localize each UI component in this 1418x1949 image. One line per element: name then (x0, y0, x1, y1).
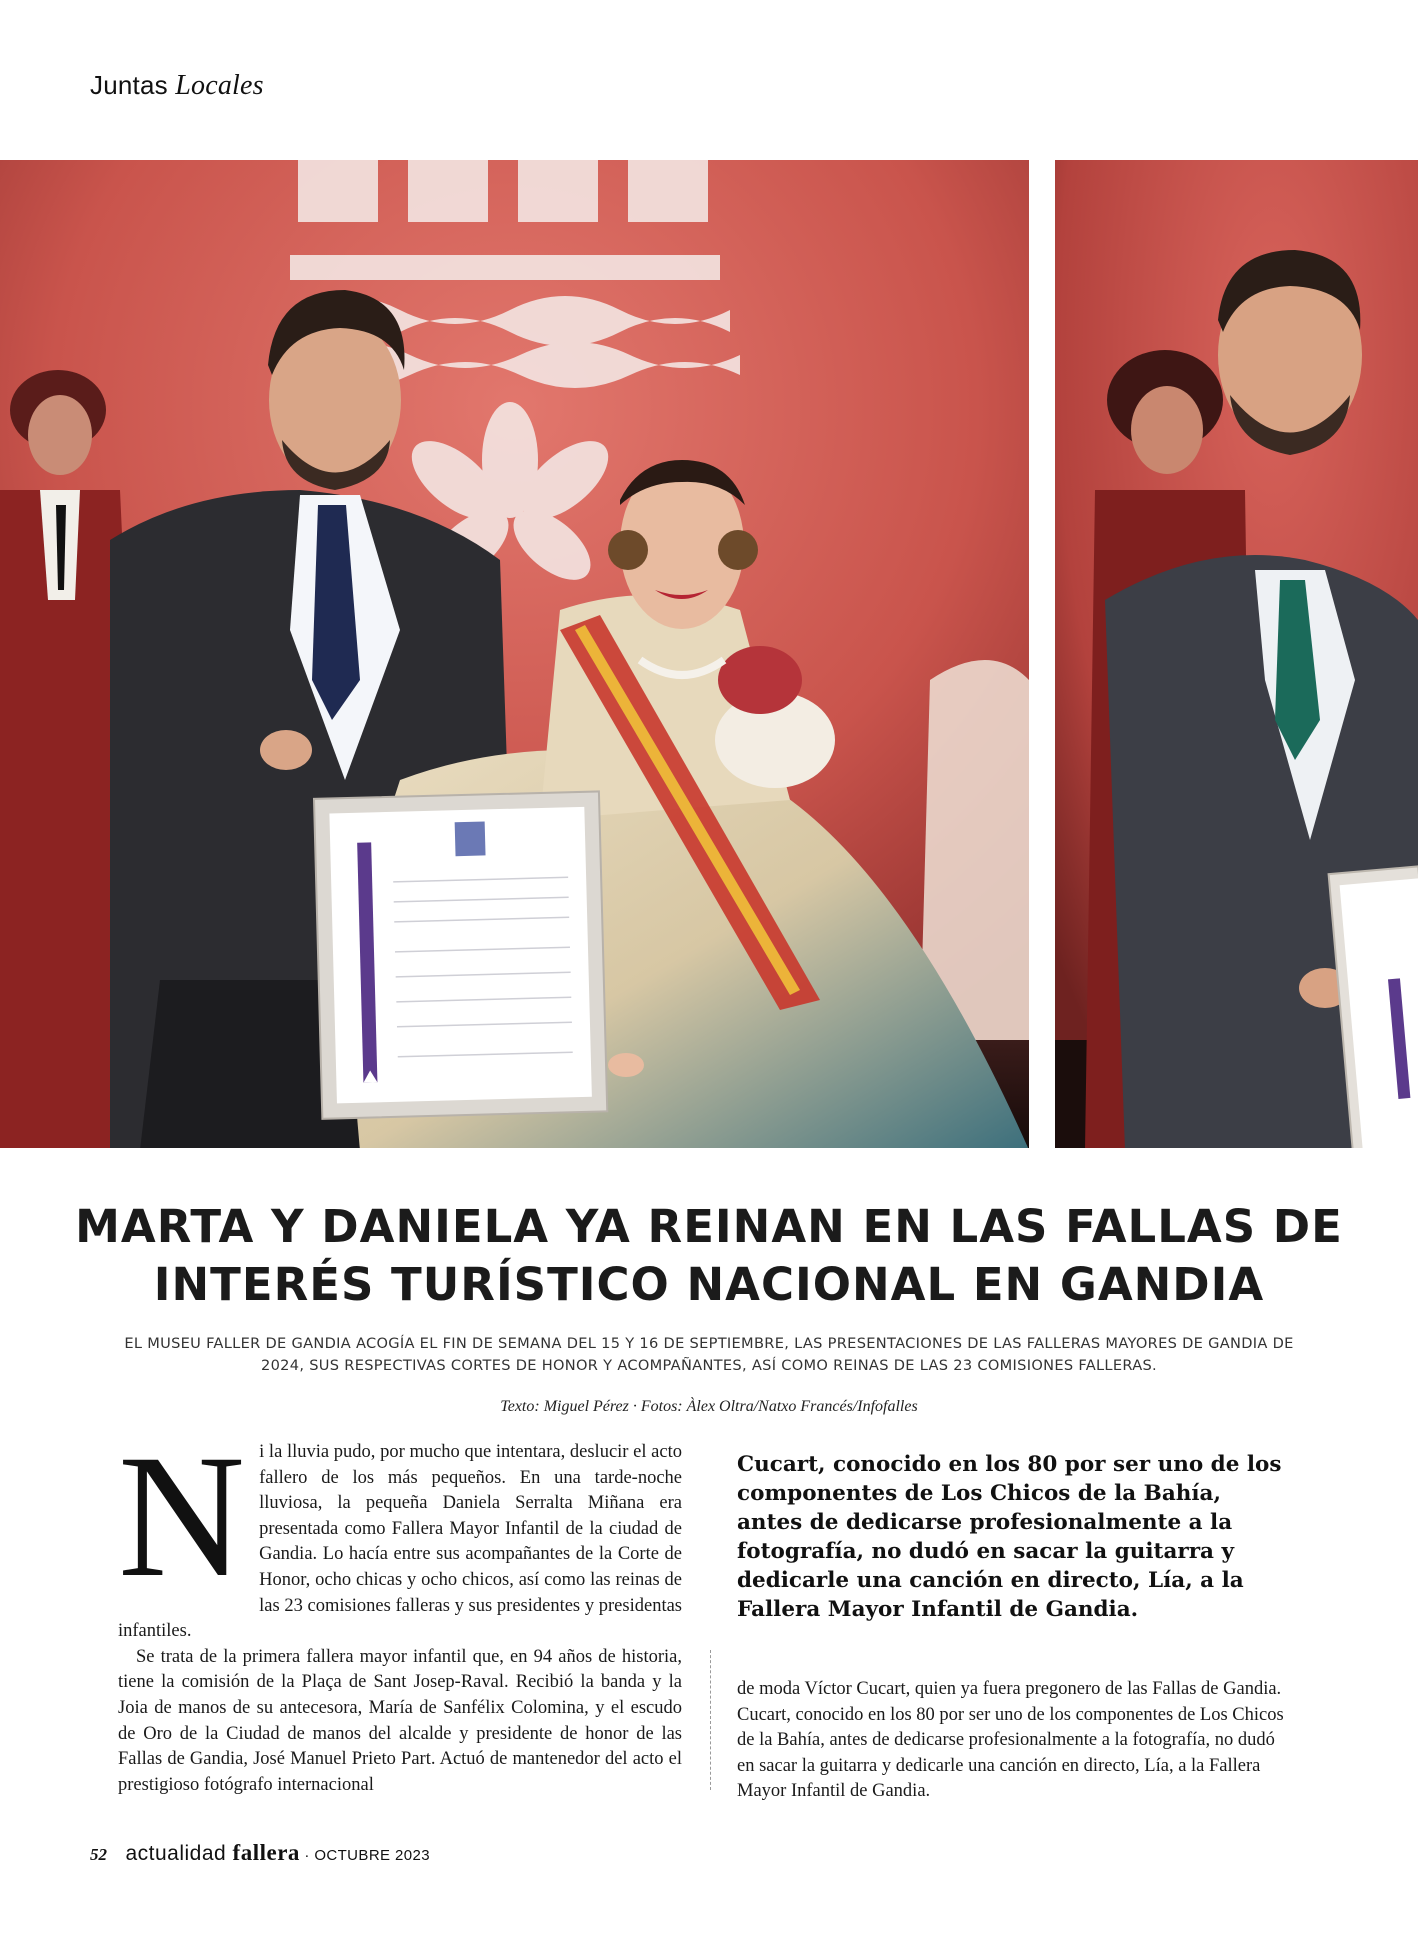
headline: MARTA Y DANIELA YA REINAN EN LAS FALLAS DE INTERÉS TURÍSTICO NACIONAL EN GANDIA (75, 1200, 1343, 1311)
column-divider (710, 1650, 711, 1790)
section-label-emphasis: Locales (175, 70, 264, 101)
side-photo (1055, 160, 1418, 1148)
publication-name (125, 1842, 299, 1865)
publication-name-bold: fallera (232, 1840, 300, 1865)
article-right-column: de moda Víctor Cucart, quien ya fuera pregonero de las Fallas de Gandia. Cucart, conocido en los 80 por ser uno de los componentes de Los Chicos de la Bahía, antes de dedicarse profesionalmente a la fotografía, no dudó en sacar la guitarra y dedicarle una canción en directo, Lía, a la Fallera Mayor Infantil de Gandia. (737, 1679, 1284, 1802)
issue-date: · OCTUBRE 2023 (304, 1847, 430, 1864)
drop-cap: N (118, 1419, 246, 1614)
main-photo (0, 160, 1029, 1148)
photo-credits: Texto: Miguel Pérez · Fotos: Àlex Oltra/Natxo Francés/Infofalles (500, 1398, 918, 1415)
section-label-prefix: Juntas (90, 70, 168, 100)
publication-name-light: actualidad (125, 1842, 227, 1865)
article-paragraph-1 (118, 1419, 682, 1645)
page-number: 52 (90, 1845, 107, 1864)
section-label (90, 70, 264, 102)
pull-quote: Cucart, conocido en los 80 por ser uno de los componentes de Los Chicos de la Bahía, antes de dedicarse profesionalmente a la fotografía, no dudó en sacar la guitarra y dedicarle una canción en directo, Lía, a la Fallera Mayor Infantil de Gandia. (737, 1452, 1282, 1622)
paragraph-1-text: i la lluvia pudo, por mucho que intentara, deslucir el acto fallero de los más pequeños. En una tarde-noche lluviosa, la pequeña Daniela Serralta Miñana era presentada como Fallera Mayor Infantil de la ciudad de Gandia. Lo hacía entre sus acompañantes de la Corte de Honor, ocho chicas y ocho chicos, así como las reinas de las 23 comisiones falleras y sus presidentes y presidentas infantiles. (118, 1442, 682, 1642)
subhead: EL MUSEU FALLER DE GANDIA ACOGÍA EL FIN DE SEMANA DEL 15 Y 16 DE SEPTIEMBRE, LAS PRESENTACIONES DE LAS FALLERAS MAYORES DE GANDIA DE 2024, SUS RESPECTIVAS CORTES DE HONOR Y ACOMPAÑANTES, ASÍ COMO REINAS DE LAS 23 COMISIONES FALLERAS. (124, 1335, 1294, 1374)
article-left-column (118, 1419, 682, 1798)
article-paragraph-2: Se trata de la primera fallera mayor infantil que, en 94 años de historia, tiene la comisión de la Plaça de Sant Josep-Raval. Recibió la banda y la Joia de manos de su antecesora, María de Sanfélix Colomina, y el escudo de Oro de la Ciudad de manos del alcalde y presidente de honor de las Fallas de Gandia, José Manuel Prieto Part. Actuó de mantenedor del acto el prestigioso fotógrafo internacional (118, 1646, 682, 1795)
page-footer (90, 1840, 430, 1866)
